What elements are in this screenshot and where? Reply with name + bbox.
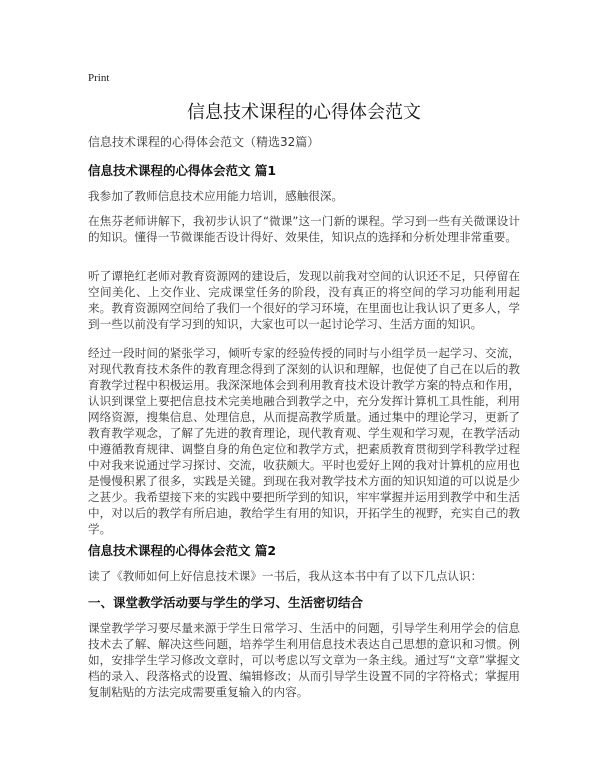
paragraph: 读了《教师如何上好信息技术课》一书后，我从这本书中有了以下几点认识：	[88, 569, 483, 583]
paragraph: 课堂教学学习要尽量来源于学生日常学习、生活中的问题，引导学生利用学会的信息技术去了解、解决这些问题，培养学生利用信息技术表达自己思想的意识和习惯。例如，安排学生学习修改文章时，可以考虑以写文章为一条主线。通过写“文章”掌握文档的录入、段落格式的设置、编辑修改；从而引导学生设置不同的字符格式；掌握用复制粘贴的方法完成需要重复输入的内容。	[88, 621, 520, 699]
paragraph: 经过一段时间的紧张学习，倾听专家的经验传授的同时与小组学员一起学习、交流，对现代教育技术条件的教育理念得到了深刻的认识和理解，也促使了自己在以后的教育教学过程中积极运用。我深深地体会到利用教育技术设计教学方案的特点和作用，认识到课堂上要把信息技术完美地融合到教学之中，充分发挥计算机工具性能，利用网络资源，搜集信息、处理信息，从而提高教学质量。通过集中的理论学习，更新了教育教学观念，了解了先进的教育理论，现代教育观、学生观和学习观，在教学活动中遵循教育规律、调整自身的角色定位和教学方式，把素质教育贯彻到学科教学过程中对我来说通过学习探讨、交流，收获颇大。平时也爱好上网的我对计算机的应用也是慢慢积累了很多，实践是关键。到现在我对教学技术方面的知识知道的可以说是少之甚少。我希望接下来的实践中要把所学到的知识，牢牢掌握并运用到教学中和生活中，对以后的教学有所启迪，教给学生有用的知识，开拓学生的视野，充实自己的教学。	[88, 346, 520, 536]
paragraph: 在焦芬老师讲解下，我初步认识了“微课”这一门新的课程。学习到一些有关微课设计的知识。懂得一节微课能否设计得好、效果佳，知识点的选择和分析处理非常重要。	[88, 214, 520, 244]
subheading: 一、课堂教学活动要与学生的学习、生活密切结合	[88, 595, 364, 610]
section-heading-2: 信息技术课程的心得体会范文 篇2	[88, 543, 277, 558]
doc-subtitle: 信息技术课程的心得体会范文（精选32篇）	[88, 135, 320, 149]
section-heading-1: 信息技术课程的心得体会范文 篇1	[88, 163, 277, 178]
page-title: 信息技术课程的心得体会范文	[187, 102, 421, 123]
paragraph: 听了谭艳红老师对教育资源网的建设后，发现以前我对空间的认识还不足，只停留在空间美化、上交作业、完成课堂任务的阶段，没有真正的将空间的学习功能利用起来。教育资源网空间给了我们一个很好的学习环境，在里面也让我认识了更多人，学到一些以前没有学习到的知识，大家也可以一起讨论学习、生活方面的知识。	[88, 269, 520, 331]
print-link[interactable]: Print	[88, 72, 110, 84]
paragraph: 我参加了教师信息技术应用能力培训，感触很深。	[88, 189, 344, 203]
